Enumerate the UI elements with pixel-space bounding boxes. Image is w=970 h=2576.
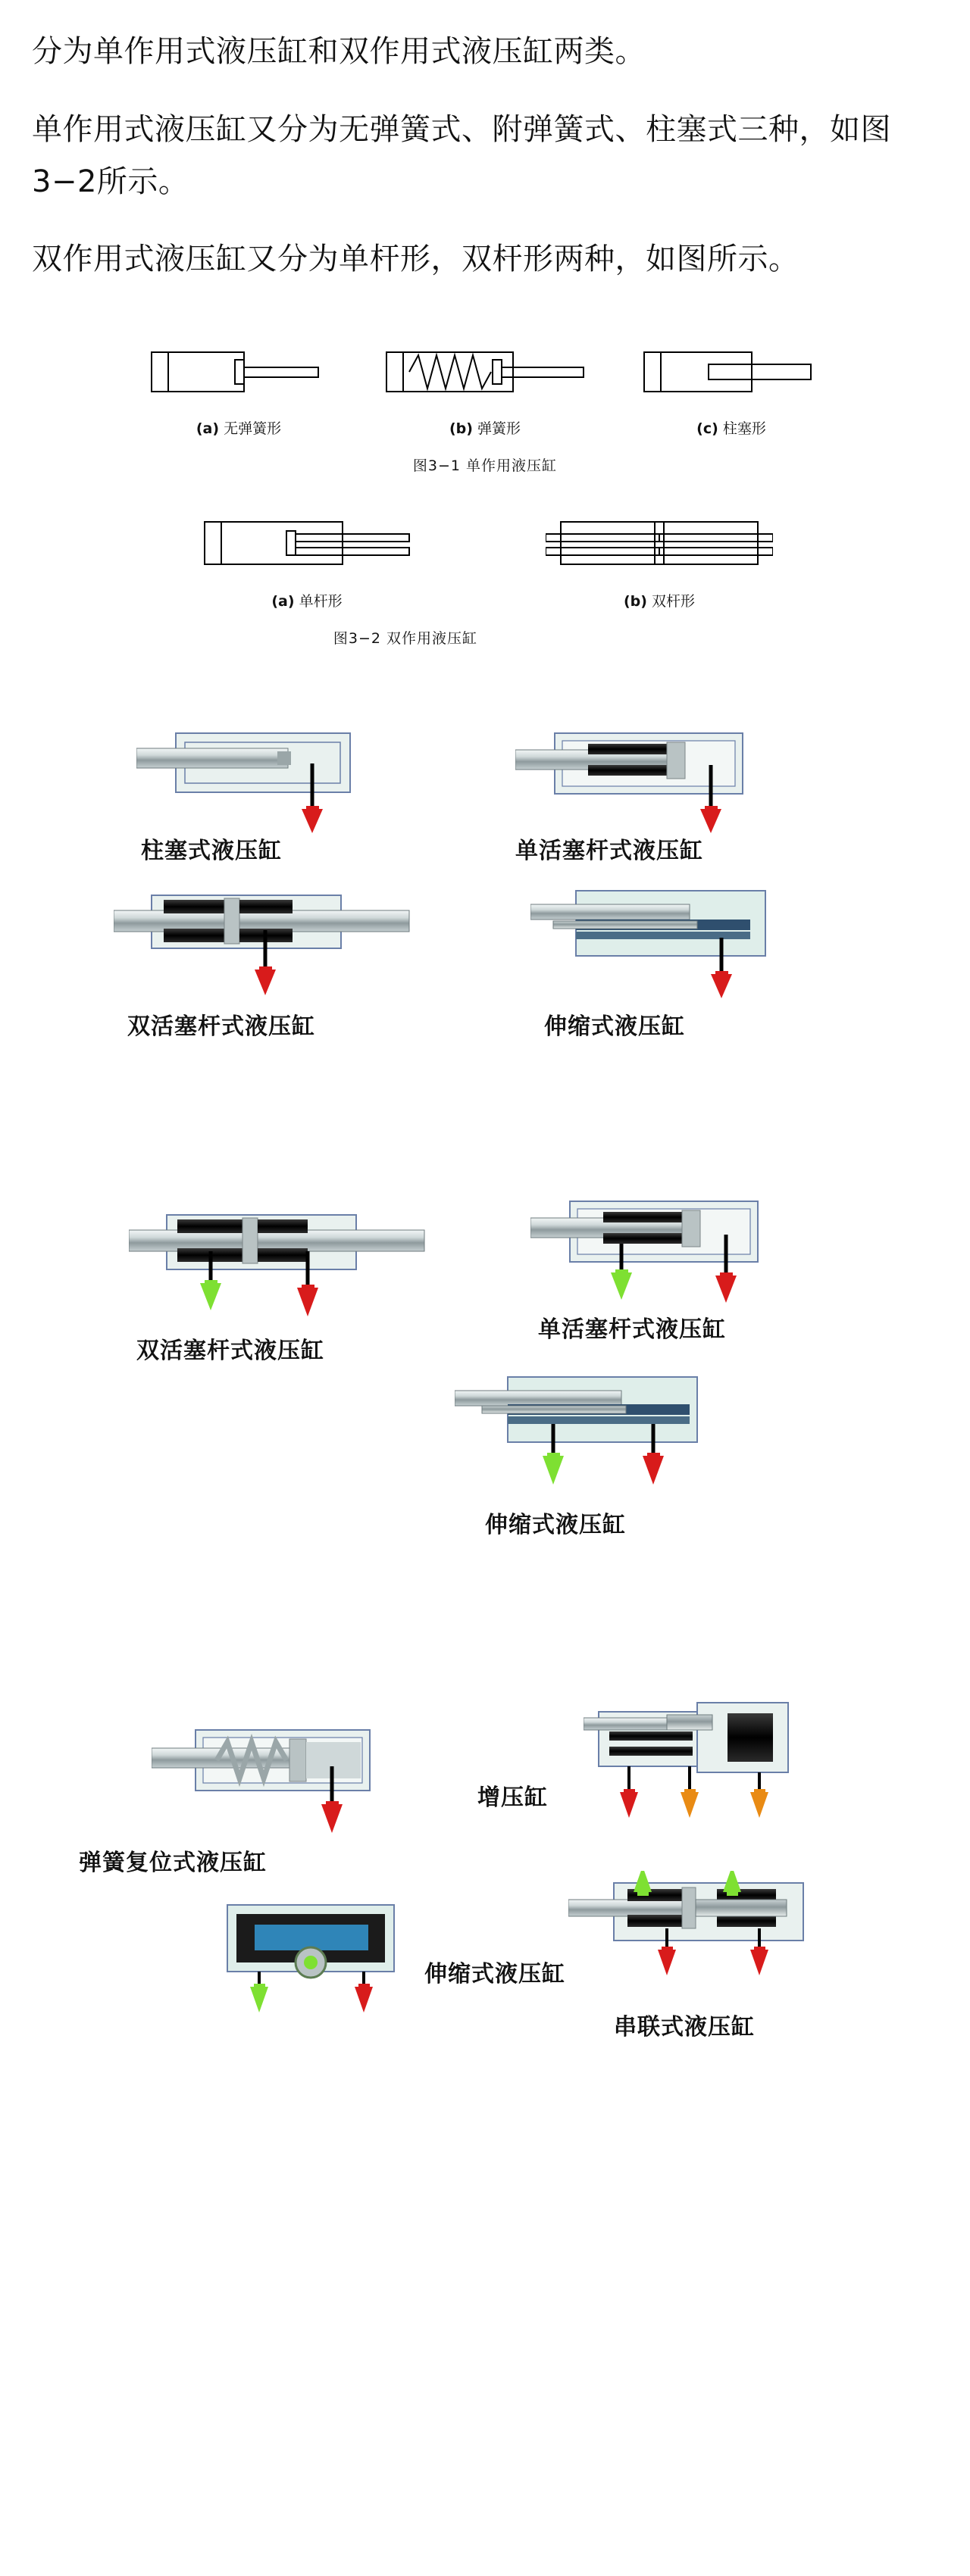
double-acting-single-rod-diagram — [197, 511, 417, 579]
figure-3-1-tag-a: (a) — [196, 420, 220, 438]
illus-label-spring-return: 弹簧复位式液压缸 — [79, 1850, 267, 1877]
intro-text — [0, 0, 970, 286]
booster-cylinder-graphic — [584, 1697, 834, 1848]
illus-single-rod-cylinder-2 — [530, 1188, 788, 1344]
double-rod-cylinder-graphic-2 — [129, 1204, 432, 1325]
cylinder-plunger-diagram — [637, 339, 826, 407]
single-rod-cylinder-graphic — [515, 720, 773, 833]
illus-label-single-rod: 单活塞杆式液压缸 — [515, 838, 703, 865]
illus-label-double-rod-2: 双活塞杆式液压缸 — [136, 1338, 324, 1365]
figure-3-1-caption-b — [449, 417, 521, 438]
illus-double-rod-cylinder — [114, 885, 417, 1041]
figure-3-2-label-a: 单杆形 — [299, 593, 343, 610]
illus-label-telescopic-3: 伸缩式液压缸 — [424, 1961, 565, 1988]
figure-3-1-label-a: 无弹簧形 — [224, 420, 282, 438]
illus-single-rod-cylinder — [515, 720, 773, 865]
figure-3-1-label-c: 柱塞形 — [722, 420, 766, 438]
telescopic-cylinder-graphic-3 — [205, 1897, 432, 2019]
figure-3-1-label-b: 弹簧形 — [477, 420, 521, 438]
figure-3-2-tag-b: (b) — [623, 593, 647, 610]
cylinder-no-spring-diagram — [144, 339, 333, 407]
figure-3-2 — [0, 511, 970, 648]
illus-tandem-cylinder — [568, 1871, 841, 2041]
figure-3-2-title: 图3−2 双作用液压缸 — [333, 630, 478, 648]
spring-return-cylinder-graphic — [152, 1719, 409, 1841]
figure-3-1-tag-c: (c) — [696, 420, 718, 438]
illus-label-plunger: 柱塞式液压缸 — [141, 838, 282, 865]
tandem-cylinder-graphic — [568, 1871, 841, 2003]
illus-label-double-rod: 双活塞杆式液压缸 — [127, 1013, 315, 1041]
illus-spring-return-cylinder — [79, 1719, 409, 1877]
single-rod-cylinder-graphic-2 — [530, 1188, 788, 1316]
double-rod-cylinder-graphic — [114, 885, 417, 998]
figure-3-2-label-b: 双杆形 — [652, 593, 696, 610]
figure-3-2-caption-b — [624, 590, 695, 610]
figure-3-2-row — [0, 511, 970, 610]
illustration-group-1 — [0, 720, 970, 1113]
illus-label-telescopic: 伸缩式液压缸 — [544, 1013, 685, 1041]
figure-3-1-caption-a — [196, 417, 281, 438]
figure-3-1-tag-b: (b) — [449, 420, 473, 438]
plunger-cylinder-graphic — [136, 720, 386, 833]
illustration-group-2 — [0, 1204, 970, 1628]
figure-3-1-row — [0, 339, 970, 438]
paragraph-3: 双作用式液压缸又分为单杆形，双杆形两种，如图所示。 — [32, 242, 799, 277]
telescopic-cylinder-graphic-2 — [455, 1371, 743, 1500]
illus-telescopic-cylinder — [530, 885, 803, 1041]
cylinder-spring-diagram — [379, 339, 591, 407]
illus-label-single-rod-2: 单活塞杆式液压缸 — [538, 1316, 726, 1344]
double-acting-double-rod-diagram — [546, 511, 773, 579]
figure-3-1-item-b — [379, 339, 591, 438]
figure-3-2-item-b — [546, 511, 773, 610]
illus-telescopic-cylinder-2 — [455, 1371, 743, 1539]
illus-double-rod-cylinder-2 — [129, 1204, 432, 1365]
figure-3-1-title: 图3−1 单作用液压缸 — [412, 457, 558, 475]
figure-3-2-caption-a — [271, 590, 342, 610]
illustration-group-3 — [0, 1719, 970, 2144]
figure-3-1-item-c — [637, 339, 826, 438]
illus-booster-cylinder — [477, 1697, 834, 1812]
figure-3-2-item-a — [197, 511, 417, 610]
telescopic-cylinder-graphic — [530, 885, 803, 998]
illus-plunger-cylinder — [136, 720, 386, 865]
figure-3-1-item-a — [144, 339, 333, 438]
figure-3-1 — [0, 339, 970, 475]
paragraph-2: 单作用式液压缸又分为无弹簧式、附弹簧式、柱塞式三种，如图3−2所示。 — [32, 111, 891, 199]
figure-3-1-caption-c — [696, 417, 766, 438]
paragraph-1: 分为单作用式液压缸和双作用式液压缸两类。 — [32, 34, 646, 69]
figure-3-2-tag-a: (a) — [271, 593, 295, 610]
illus-label-telescopic-2: 伸缩式液压缸 — [485, 1512, 626, 1539]
illus-telescopic-cylinder-3 — [205, 1897, 565, 1988]
illus-label-booster: 增压缸 — [477, 1784, 548, 1812]
illus-label-tandem: 串联式液压缸 — [614, 2014, 755, 2041]
